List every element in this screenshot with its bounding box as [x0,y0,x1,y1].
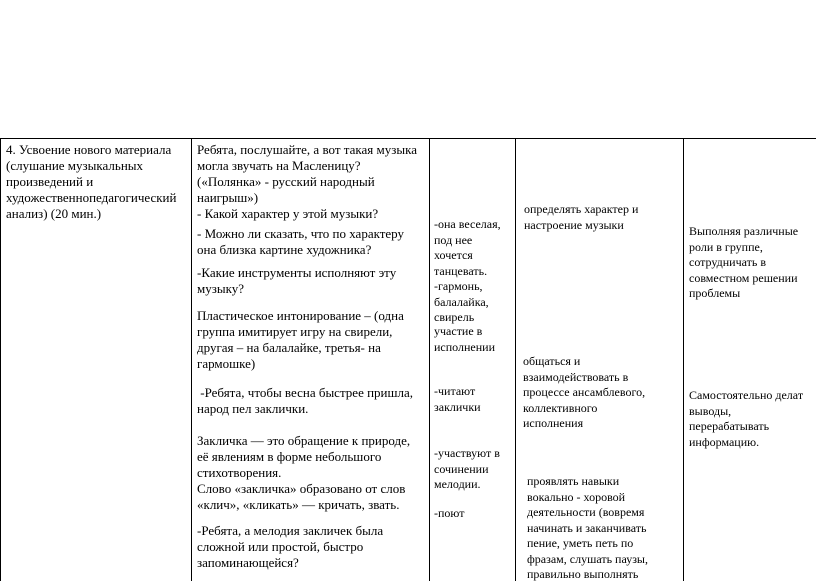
stage-line: 4. Усвоение нового материала [6,142,172,157]
uud-cell [689,224,816,581]
students-paragraph-4 [434,446,500,493]
students-line: -она веселая, [434,217,501,231]
students-line: -поют [434,506,465,520]
teacher-paragraph-6 [197,433,410,513]
teacher-line: - Можно ли сказать, что по характеру [197,226,405,241]
uud-paragraph-2 [689,388,803,450]
students-line: танцевать. [434,263,488,278]
results-paragraph-2 [523,354,645,432]
teacher-line: Закличка — это обращение к природе, [197,433,411,448]
results-line: вокально - хоровой [527,489,626,504]
students-line: мелодии. [434,477,481,491]
stage-line: анализ) (20 мин.) [6,206,102,221]
uud-line: роли в группе, [689,239,763,254]
students-line: хочется [434,248,473,262]
uud-line: сотрудничать в [689,255,767,269]
students-line: балалайка, [434,294,489,309]
students-line: исполнении [434,339,496,354]
results-line: деятельности (вовремя [527,505,645,519]
teacher-line: её явлениям в форме небольшого [197,449,382,464]
teacher-line: запоминающейся? [197,555,299,570]
teacher-line: -Какие инструменты исполняют эту [197,265,397,280]
students-line: сочинении [434,461,489,476]
results-paragraph-1 [524,202,638,233]
results-line: общаться и [523,354,581,368]
stage-line: художественнопедагогический [6,190,177,205]
uud-line: проблемы [689,286,741,300]
teacher-paragraph-7 [197,523,383,571]
teacher-line: могла звучать на Масленицу? [197,158,361,173]
teacher-paragraph-3 [197,265,396,297]
table-left-border [0,138,1,581]
uud-line: перерабатывать [689,419,770,433]
results-line: исполнения [523,416,584,430]
teacher-line: -Ребята, а мелодия закличек была [197,523,384,538]
results-line: правильно выполнять [527,567,639,581]
results-line: процессе ансамблевого, [523,385,646,399]
uud-line: информацию. [689,434,760,449]
results-line: проявлять навыки [527,474,620,488]
teacher-line: Ребята, послушайте, а вот такая музыка [197,142,417,157]
students-line: под нее [434,232,473,247]
teacher-line: сложной или простой, быстро [197,539,364,554]
column-divider-3 [515,138,516,581]
students-line: -гармонь, [434,279,483,293]
teacher-line: другая – на балалайке, третья- на [197,340,381,355]
results-line: взаимодействовать в [523,369,629,384]
students-line: заклички [434,399,481,414]
teacher-paragraph-2 [197,226,404,258]
teacher-line: группа имитирует игру на свирели, [197,324,393,339]
teacher-line: стихотворения. [197,465,282,480]
teacher-line: «клич», «кликать» — кричать, звать. [197,497,400,512]
teacher-paragraph-4 [197,308,404,372]
uud-paragraph-1 [689,224,798,302]
teacher-line: она близка картине художника? [197,242,372,257]
teacher-line: («Полянка» - русский народный [197,174,375,189]
students-paragraph-5 [434,506,464,522]
results-paragraph-3 [527,474,648,581]
results-line: определять характер и [524,202,639,216]
stage-text [6,142,176,222]
results-line: начинать и заканчивать [527,520,647,535]
teacher-line: - Какой характер у этой музыки? [197,206,379,221]
column-divider-2 [429,138,430,581]
teacher-paragraph-5 [197,385,413,417]
column-divider-1 [191,138,192,581]
students-line: -участвуют в [434,446,500,460]
uud-line: Самостоятельно делат [689,388,804,402]
teacher-line: гармошке) [197,356,256,371]
teacher-line: народ пел заклички. [197,401,309,416]
teacher-line: наигрыш») [197,190,259,205]
students-paragraph-2 [434,324,495,355]
uud-line: выводы, [689,403,732,418]
students-paragraph-1 [434,217,501,326]
students-line: участие в [434,324,483,338]
teacher-line: Слово «закличка» образовано от слов [197,481,406,496]
stage-line: (слушание музыкальных [6,158,144,173]
results-line: фразам, слушать паузы, [527,551,648,566]
uud-line: Выполняя различные [689,224,799,238]
teacher-line: музыку? [197,281,244,296]
teacher-paragraph-1 [197,142,417,222]
stage-line: произведений и [6,174,94,189]
students-paragraph-3 [434,384,481,415]
results-line: настроение музыки [524,217,624,232]
column-divider-4 [683,138,684,581]
students-line: -читают [434,384,476,398]
uud-line: совместном решении [689,270,798,285]
teacher-line: Пластическое интонирование – (одна [197,308,404,323]
table-top-border [0,138,816,139]
teacher-line: -Ребята, чтобы весна быстрее пришла, [197,385,414,400]
students-line: свирель [434,310,475,324]
results-line: коллективного [523,400,598,415]
results-line: пение, уметь петь по [527,536,634,550]
